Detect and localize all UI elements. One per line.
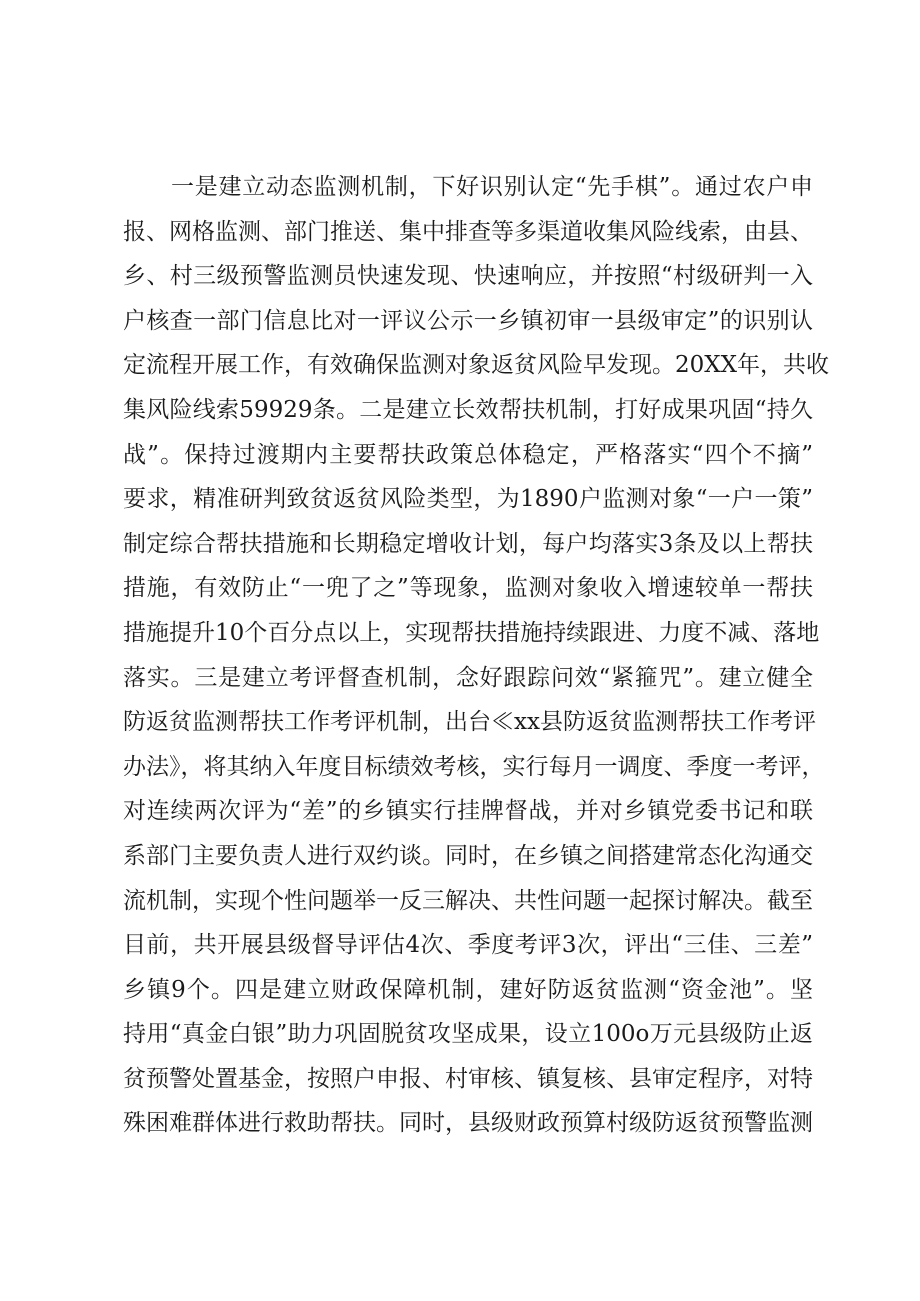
paragraph-line: 办法》，将其纳入年度目标绩效考核，实行每月一调度、季度一考评， (123, 753, 825, 780)
paragraph-line: 制定综合帮扶措施和长期稳定增收计划，每户均落实3条及以上帮扶 (123, 530, 813, 557)
paragraph-line: 措施，有效防止“一兜了之”等现象，监测对象收入增速较单一帮扶 (123, 575, 813, 602)
paragraph-line: 战”。保持过渡期内主要帮扶政策总体稳定，严格落实“四个不摘” (123, 441, 813, 468)
paragraph-line: 定流程开展工作，有效确保监测对象返贫风险早发现。20XX年，共收 (123, 352, 830, 379)
paragraph-line: 要求，精准研判致贫返贫风险类型，为1890户监测对象“一户一策” (123, 486, 813, 513)
paragraph-line: 乡镇9个。四是建立财政保障机制，建好防返贫监测“资金池”。坚 (123, 976, 813, 1003)
body-paragraph (123, 165, 830, 1146)
paragraph-line: 对连续两次评为“差”的乡镇实行挂牌督战，并对乡镇党委书记和联 (123, 798, 813, 825)
paragraph-line: 系部门主要负责人进行双约谈。同时，在乡镇之间搭建常态化沟通交 (123, 842, 813, 869)
paragraph-line: 目前，共开展县级督导评估4次、季度考评3次，评出“三佳、三差” (123, 932, 813, 959)
paragraph-line: 贫预警处置基金，按照户申报、村审核、镇复核、县审定程序，对特 (123, 1065, 813, 1092)
paragraph-line: 持用“真金白银”助力巩固脱贫攻坚成果，设立100o万元县级防止返 (123, 1021, 813, 1048)
paragraph-line: 流机制，实现个性问题举一反三解决、共性问题一起探讨解决。截至 (123, 887, 813, 914)
paragraph-line: 户核查一部门信息比对一评议公示一乡镇初审一县级审定”的识别认 (123, 307, 813, 334)
paragraph-line: 措施提升10个百分点以上，实现帮扶措施持续跟进、力度不减、落地 (123, 619, 820, 646)
paragraph-line: 殊困难群体进行救助帮扶。同时，县级财政预算村级防返贫预警监测 (123, 1110, 813, 1137)
paragraph-line: 防返贫监测帮扶工作考评机制，出台≪xx县防返贫监测帮扶工作考评 (123, 709, 816, 736)
paragraph-line: 集风险线索59929条。二是建立长效帮扶机制，打好成果巩固“持久 (123, 396, 813, 423)
paragraph-line: 乡、村三级预警监测员快速发现、快速响应，并按照“村级研判一入 (123, 263, 813, 290)
paragraph-line: 一是建立动态监测机制，下好识别认定“先手棋”。通过农户申 (171, 174, 813, 200)
paragraph-line: 报、网格监测、部门推送、集中排查等多渠道收集风险线索，由县、 (123, 218, 813, 245)
paragraph-line: 落实。三是建立考评督查机制，念好跟踪问效“紧箍咒”。建立健全 (123, 664, 813, 691)
